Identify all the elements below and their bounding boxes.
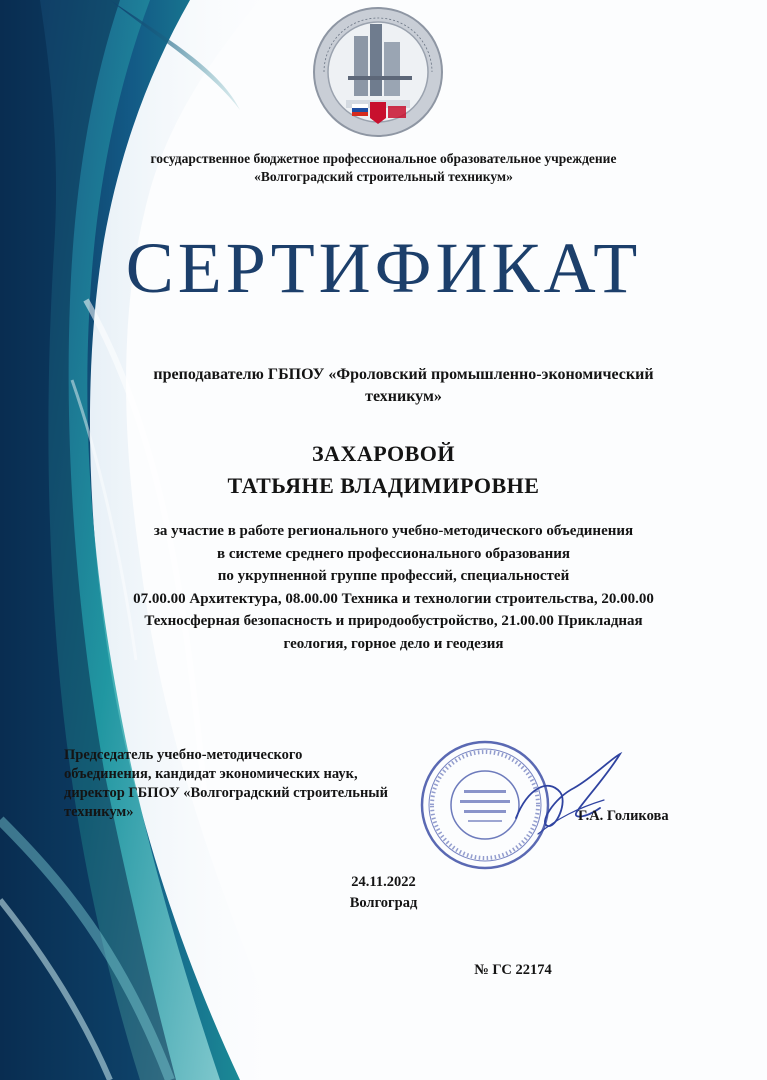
recipient-line-2: техникум» [365,388,442,405]
issue-date-place [0,872,767,914]
award-reason [0,520,767,655]
reason-line: за участие в работе регионального учебно-методического объединения [153,523,634,539]
reason-line: по укрупненной группе профессий, специальностей [217,568,570,584]
institution-header [0,150,767,186]
chair-line: техникум» [64,804,134,820]
issue-date: 24.11.2022 [351,874,416,890]
signer-name: Г.А. Голикова [578,808,669,824]
recipient-surname: ЗАХАРОВОЙ [311,441,456,466]
institution-type: государственное бюджетное профессиональное образовательное учреждение [150,151,617,166]
chair-line: объединения, кандидат экономических наук, [64,766,358,782]
certificate-number: № ГС 22174 [474,962,552,978]
reason-line: геология, горное дело и геодезия [283,635,504,652]
issue-city: Волгоград [349,895,418,911]
recipient-line-1: преподавателю ГБПОУ «Фроловский промышленно-экономический [153,366,654,383]
reason-line: в системе среднего профессионального образования [216,545,571,562]
chair-line: Председатель учебно-методического [64,747,303,763]
college-logo [306,6,450,144]
reason-line: Техносферная безопасность и природообустройство, 21.00.00 Прикладная [144,613,643,629]
institution-name: «Волгоградский строительный техникум» [254,169,513,184]
reason-line: 07.00.00 Архитектура, 08.00.00 Техника и технологии строительства, 20.00.00 [133,590,654,607]
recipient-position [0,364,767,408]
certificate-title: СЕРТИФИКАТ [125,228,642,308]
recipient-name [0,438,767,502]
chair-title [64,746,454,822]
recipient-given-names: ТАТЬЯНЕ ВЛАДИМИРОВНЕ [227,473,540,498]
chair-line: директор ГБПОУ «Волгоградский строительный [64,785,388,801]
handwritten-signature [508,748,628,848]
